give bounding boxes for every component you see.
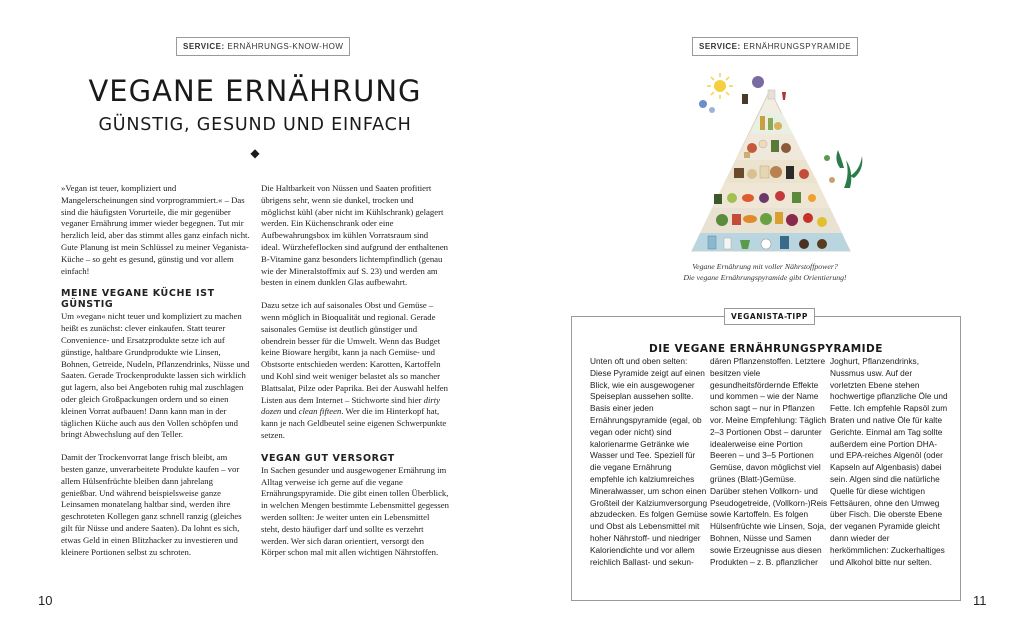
paragraph-saisonal: Dazu setze ich auf saisonales Obst und Gemüse – wenn möglich in Bioqualität und regional. Gerade saisonales Gemüse ist deutlich günstiger und obendrein besser für die Umwelt. Wenn das Budget keine Bioware hergibt, kann ja nach Gemüse- und Obstsorte entschieden werden: Karotten, Kartoffeln und Kohl sind weit weniger belastet als so mancher Blattsalat, Pilze oder Paprika. Bei der Auswahl helfen Listen aus dem Internet – Stichworte sind hier dirty dozen und clean fifteen. Wer die im Hinterkopf hat, kann je nach Geldbeutel seine eigenen Schwerpunkte setzen.	[261, 300, 448, 440]
service-tag-right-bold: SERVICE:	[699, 42, 741, 51]
paragraph-versorgt: In Sachen gesunder und ausgewogener Ernährung im Alltag verweise ich gerne auf die vegane Ernährungspyramide. Die gibt einen tollen Überblick, in welchen Mengen bestimmte Lebensmittel gegessen werden sollten: Je weiter unten ein Lebensmittel steht, desto häufiger darf und sollte es verzehrt werden. Wer sich daran orientiert, versorgt den Körper schon mal mit allen wichtigen Nährstoffen.	[261, 464, 449, 558]
service-tag-left-bold: SERVICE:	[183, 42, 225, 51]
dirty-dozen-text: dirty dozen	[261, 394, 441, 417]
tip-column-1: Unten oft und oben selten: Diese Pyramide zeigt auf einen Blick, wie ein ausgewogener Speiseplan aussehen sollte. Basis einer jeden Ernährungspyramide (egal, ob vegan oder nicht) sind kalorienarme Getränke wie Wasser und Tee. Speziell für die vegane Ernährung empfehle ich kalziumreiches Mineralwasser, um schon einen Großteil der Kalziumversorgung abzudecken. Es folgen Gemüse und Obst als Lebensmittel mit hoher Nährstoff- und niedriger Kaloriendichte und vor allem reichlich Ballast- und sekun-	[590, 356, 708, 567]
grape-icon	[752, 76, 764, 88]
left-column-1	[61, 183, 250, 569]
caption-line-2: Die vegane Ernährungspyramide gibt Orientierung!	[683, 273, 847, 282]
tip-column-2: dären Pflanzenstoffen. Letztere besitzen viele gesundheitsfördernde Effekte und kommen – wie der Name schon sagt – nur in Pflanzen vor. Meine Empfehlung: Täglich 2–3 Portionen Obst – darunter idealerweise eine Portion Beeren – und 3–5 Portionen Gemüse, davon möglichst viel grünes (Blatt-)Gemüse. Darüber stehen Vollkorn- und Pseudogetreide, (Vollkorn-)Reis sowie Kartoffeln. Es folgen Hülsenfrüchte wie Linsen, Soja, Bohnen, Nüsse und Samen sowie Erzeugnisse aus diesen Produkten – z. B. pflanzlicher	[710, 356, 828, 567]
service-tag-right	[692, 37, 858, 56]
clean-fifteen-text: clean fifteen	[298, 406, 342, 417]
intro-paragraph: »Vegan ist teuer, kompliziert und Mangelerscheinungen sind vorprogrammiert.« – Das sind die häufigsten Vorurteile, die mir gegenüber veganer Ernährung immer wieder begegnen. Tut mir herzlich leid, aber das stimmt alles ganz einfach nicht. Gute Planung ist mein Schlüssel zu meiner Veganista-Küche – so geht es gesund, günstig und vor allem einfach!	[61, 183, 250, 276]
left-column-2	[261, 183, 449, 570]
page-title: VEGANE ERNÄHRUNG	[88, 74, 422, 108]
tip-column-3: Joghurt, Pflanzendrinks, Nussmus usw. Auf der vorletzten Ebene stehen hochwertige pflanzliche Öle und Fette. Ich empfehle Rapsöl zum Braten und native Öle für kalte Gerichte. Einmal am Tag sollte außerdem eine Portion DHA- und EPA-reiches Algenöl (oder Kapseln auf Algenbasis) dabei sein. Algen sind die natürliche Quelle für diese wichtigen Fettsäuren, ohne den Umweg über Fisch. Die oberste Ebene der veganen Pyramide gleicht dann wieder der herkömmlichen: Zuckerhaltiges und Alkohol bitte nur selten.	[830, 356, 948, 567]
page-subtitle: GÜNSTIG, GESUND UND EINFACH	[98, 115, 412, 135]
seaweed-icon	[836, 150, 862, 188]
food-pyramid-illustration	[672, 68, 877, 258]
service-tag-left	[176, 37, 350, 56]
pyramid-caption	[640, 261, 890, 283]
bottle-icon	[742, 94, 748, 104]
paragraph-haltbarkeit: Die Haltbarkeit von Nüssen und Saaten profitiert übrigens sehr, wenn sie dunkel, trocken und möglichst kühl (aber nicht im Kühlschrank) gelagert werden. Ein Küchenschrank oder eine Aufbewahrungsbox im kühlen Vorratsraum sind ideal. Würzhefeflocken sind aufgrund der enthaltenen B-Vitamine ganz besonders lichtempfindlich (genau wie der Mineralstoffmix auf S. 23) und werden am besten in einem dunklen Glas aufbewahrt.	[261, 183, 449, 288]
tip-title: DIE VEGANE ERNÄHRUNGSPYRAMIDE	[649, 343, 883, 355]
service-tag-right-text: ERNÄHRUNGSPYRAMIDE	[743, 42, 852, 51]
page-number-left: 10	[38, 593, 53, 608]
tip-label: VEGANISTA-TIPP	[724, 308, 815, 325]
page-number-right: 11	[973, 593, 987, 608]
service-tag-left-text: ERNÄHRUNGS-KNOW-HOW	[227, 42, 344, 51]
diamond-ornament-icon: ◆	[250, 146, 260, 160]
heading-versorgt: VEGAN GUT VERSORGT	[261, 452, 395, 464]
sun-icon	[707, 73, 733, 99]
heading-guenstig: MEINE VEGANE KÜCHE IST GÜNSTIG	[61, 288, 215, 311]
paragraph-einkaufen: Um »vegan« nicht teuer und kompliziert zu machen heißt es zunächst: clever einkaufen. Statt teurer Convenience- und Ersatzprodukte setze ich auf günstige, haltbare Grundprodukte wie Linsen, Bohnen, Getreide, Nudeln, Pflanzendrinks, Nüsse und Saaten. Gerade Trockenprodukte lassen sich wirklich gut lagern, also bei Angeboten ruhig mal zuschlagen oder gleich Großpackungen ordern und so einen kleinen Vorrat aufbauen! Dann kann man in der täglichen Küche auch aus den Vollen schöpfen und bringt Abwechslung auf den Teller.	[61, 311, 250, 440]
paragraph-trockenvorrat: Damit der Trockenvorrat lange frisch bleibt, am besten ganze, unverarbeitete Produkte kaufen – vor allem Hülsenfrüchte bleiben dann jahrelang genießbar. Und während beispielsweise ganze Leinsamen monatelang haltbar sind, werden ihre geschroteten Kollegen ganz schnell ranzig (gleiches gilt für Nüsse und andere Saaten). Da lohnt es sich, etwas Geld in einen Blitzhacker zu investieren und kleinere Portionen selbst zu schroten.	[61, 452, 242, 557]
pill-icon	[699, 100, 707, 108]
caption-line-1: Vegane Ernährung mit voller Nährstoffpower?	[692, 262, 838, 271]
